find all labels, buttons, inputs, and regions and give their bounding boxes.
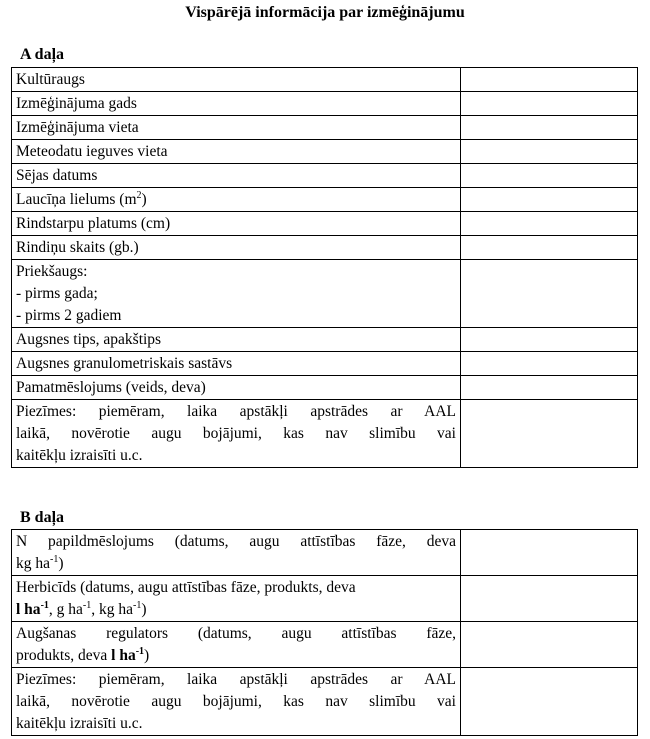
row-label-trial-site: Izmēģinājuma vieta (12, 116, 461, 140)
row-label-n-fertilization: N papildmēslojums (datums, augu attīstības fāze, deva kg $ha^{-1}$) (12, 530, 461, 576)
row-label-row-spacing: Rindstarpu platums (cm) (12, 212, 461, 236)
row-label-herbicides: Herbicīds (datums, augu attīstības fāze, produkts, deva l $ha^{-1}$, g $ha^{-1}$, kg $ha^{-1}$) (12, 576, 461, 622)
table-row (12, 116, 638, 140)
table-row (12, 530, 638, 576)
value-cell-plot-size[interactable] (461, 188, 638, 212)
row-label-weather-site: Meteodatu ieguves vieta (12, 140, 461, 164)
value-cell-previous-crop[interactable] (461, 260, 638, 328)
row-label-trial-year: Izmēģinājuma gads (12, 92, 461, 116)
part-b-heading: B daļa (20, 509, 65, 526)
part-a-heading: A daļa (20, 46, 65, 63)
row-label-crop: Kultūraugs (12, 68, 461, 92)
table-row (12, 668, 638, 736)
table-row (12, 140, 638, 164)
table-row (12, 576, 638, 622)
value-cell-row-spacing[interactable] (461, 212, 638, 236)
value-cell-notes-a[interactable] (461, 400, 638, 468)
table-row (12, 260, 638, 328)
value-cell-sowing-date[interactable] (461, 164, 638, 188)
value-cell-row-count[interactable] (461, 236, 638, 260)
row-label-previous-crop: Priekšaugs: - pirms gada; - pirms 2 gadiem (12, 260, 461, 328)
value-cell-notes-b[interactable] (461, 668, 638, 736)
table-row (12, 92, 638, 116)
part-b-table (11, 529, 638, 736)
document-title: Vispārējā informācija par izmēģinājumu (185, 4, 465, 21)
value-cell-soil-texture[interactable] (461, 352, 638, 376)
row-label-growth-regulators: Augšanas regulators (datums, augu attīstības fāze, produkts, deva l $ha^{-1}$) (12, 622, 461, 668)
value-cell-herbicides[interactable] (461, 576, 638, 622)
table-row (12, 376, 638, 400)
table-row (12, 328, 638, 352)
value-cell-trial-year[interactable] (461, 92, 638, 116)
row-label-plot-size: Laucīņa lielums $(m^2)$ (12, 188, 461, 212)
value-cell-trial-site[interactable] (461, 116, 638, 140)
part-a-table (11, 67, 638, 468)
table-row (12, 622, 638, 668)
table-row (12, 400, 638, 468)
row-label-sowing-date: Sējas datums (12, 164, 461, 188)
value-cell-crop[interactable] (461, 68, 638, 92)
table-row (12, 68, 638, 92)
row-label-base-fertilization: Pamatmēslojums (veids, deva) (12, 376, 461, 400)
row-label-row-count: Rindiņu skaits (gb.) (12, 236, 461, 260)
table-row (12, 212, 638, 236)
table-row (12, 236, 638, 260)
row-label-soil-texture: Augsnes granulometriskais sastāvs (12, 352, 461, 376)
row-label-notes-b: Piezīmes: piemēram, laika apstākļi apstrādes ar AAL laikā, novērotie augu bojājumi, kas nav slimību vai kaitēkļu izraisīti u.c. (12, 668, 461, 736)
table-row (12, 188, 638, 212)
value-cell-base-fertilization[interactable] (461, 376, 638, 400)
value-cell-soil-type[interactable] (461, 328, 638, 352)
row-label-notes-a: Piezīmes: piemēram, laika apstākļi apstrādes ar AAL laikā, novērotie augu bojājumi, kas nav slimību vai kaitēkļu izraisīti u.c. (12, 400, 461, 468)
table-row (12, 352, 638, 376)
value-cell-growth-regulators[interactable] (461, 622, 638, 668)
value-cell-n-fertilization[interactable] (461, 530, 638, 576)
table-row (12, 164, 638, 188)
value-cell-weather-site[interactable] (461, 140, 638, 164)
row-label-soil-type: Augsnes tips, apakštips (12, 328, 461, 352)
